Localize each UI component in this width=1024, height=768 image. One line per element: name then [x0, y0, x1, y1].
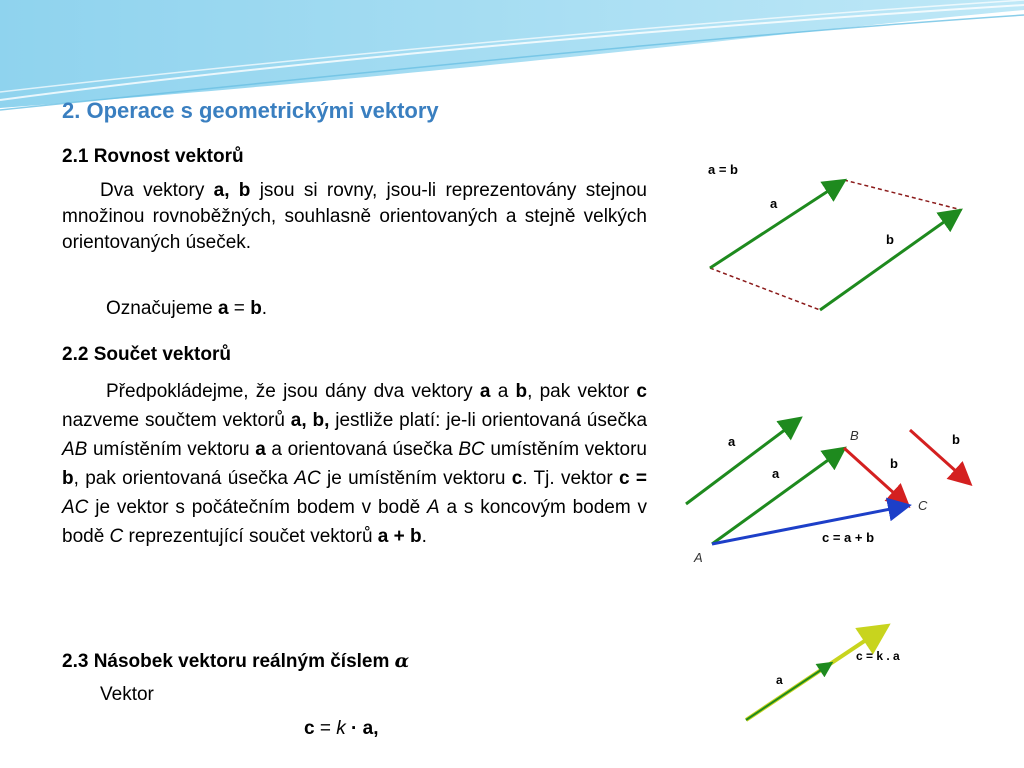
figure-vector-multiple: [732, 604, 938, 744]
label-c-ka: c = k . a: [856, 649, 900, 663]
label-a-ab: a: [772, 466, 780, 481]
label-b-bc: b: [890, 456, 898, 471]
paragraph-soucet: Předpokládejme, že jsou dány dva vektory a a b, pak vektor c nazveme součtem vektorů a, b, jestliže platí: je-li orientovaná úsečka AB umístěním vektoru a a orientovaná úsečka BC umístěním vektoru b, pak orientovaná úsečka AC je umístěním vektoru c. Tj. vektor c = AC je vektor s počátečním bodem v bodě A a s koncovým bodem v bodě C reprezentující součet vektorů a + b.: [62, 381, 648, 547]
slide-title: 2. Operace s geometrickými vektory: [62, 98, 439, 123]
label-a: a: [770, 196, 778, 211]
label-point-b: B: [850, 428, 859, 443]
vector-ac: [712, 506, 906, 544]
label-point-a: A: [694, 550, 703, 565]
figure-vector-sum: [678, 406, 1002, 578]
notation-line: Označujeme a = b.: [106, 298, 268, 319]
label-a: a: [776, 673, 783, 687]
vector-a: [746, 664, 830, 720]
vector-a-free: [686, 420, 798, 504]
label-b: b: [886, 232, 894, 247]
label-sum: c = a + b: [822, 530, 875, 545]
formula-multiple: c = k · a,: [304, 718, 379, 739]
figure-vector-equality: [696, 152, 972, 328]
heading-rovnost: 2.1 Rovnost vektorů: [62, 146, 244, 167]
dashed-bottom: [710, 268, 820, 310]
heading-nasobek: 2.3 Násobek vektoru reálným číslem α: [62, 650, 410, 672]
dashed-top: [844, 180, 962, 210]
paragraph-rovnost: Dva vektory a, b jsou si rovny, jsou-li reprezentovány stejnou množinou rovnoběžných, souhlasně orientovaných a stejně velkých orientovaných úseček.: [62, 180, 647, 253]
label-b-free: b: [952, 432, 960, 447]
vector-a: [710, 182, 842, 268]
vector-b: [820, 212, 958, 310]
label-point-c: C: [918, 498, 928, 513]
vektor-label: Vektor: [100, 684, 154, 705]
label-a-equals-b: a = b: [708, 162, 738, 177]
label-a-free: a: [728, 434, 736, 449]
heading-soucet: 2.2 Součet vektorů: [62, 344, 231, 365]
